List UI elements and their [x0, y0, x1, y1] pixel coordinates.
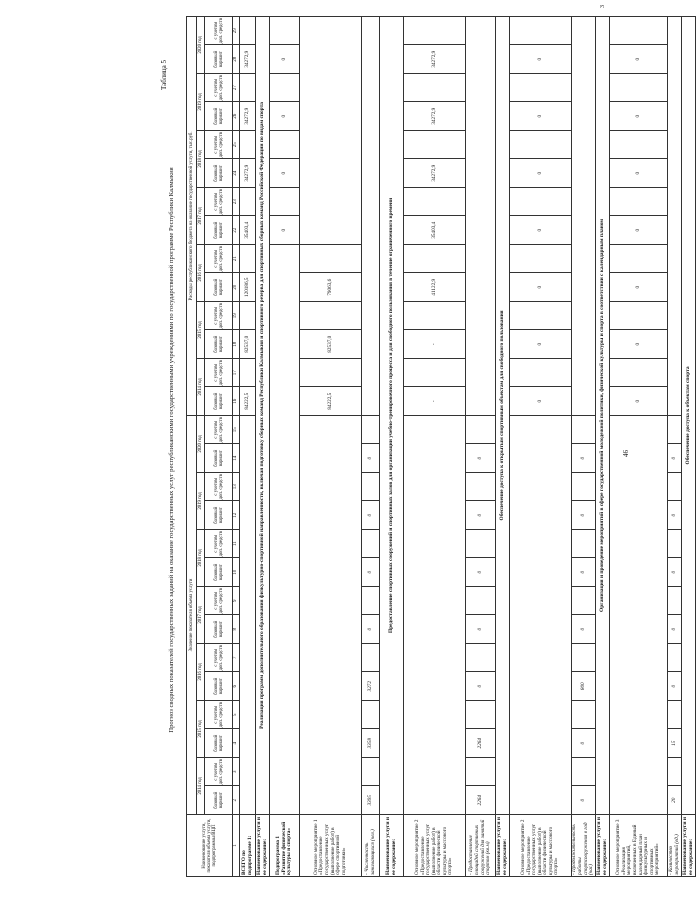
page-number: 46	[622, 450, 630, 457]
cell-value: 0	[510, 159, 572, 188]
column-number: 13	[233, 473, 240, 502]
header-indicator-group: Значение показателя объема услуги	[187, 415, 197, 814]
cell-value: 41122,9	[404, 273, 466, 302]
subprogram-label: Подпрограмма 1 «Развитие физической культуры и спорта»	[270, 815, 300, 877]
cell-value: 0	[466, 501, 496, 530]
cell-value: 0	[668, 444, 682, 473]
cell-value: 20	[668, 786, 682, 815]
header-base-variant: базовый вариант	[205, 729, 233, 758]
total-label: ВСЕГО по подпрограмме 1:	[240, 815, 256, 877]
total-value: 120186,5	[240, 273, 256, 302]
cell-value: 0	[270, 159, 300, 188]
header-year-row	[197, 16, 205, 876]
cell-value: 0	[270, 216, 300, 245]
cell-value: 35403,4	[404, 216, 466, 245]
cell-value: 0	[466, 672, 496, 701]
table-row	[682, 16, 696, 876]
event-label: Основное мероприятие 2 «Предоставление государственных услуг (выполнение работ) в области физической культуры и массового спорта»	[510, 815, 572, 877]
table-row	[380, 16, 404, 876]
cell-value: 0	[362, 615, 380, 644]
service-label: Наименование услуги и ее содержание:	[380, 815, 404, 877]
column-number: 4	[233, 729, 240, 758]
header-extra-funds: с учетом доп. средств	[205, 244, 233, 273]
header-name-column: Наименование услуги, показателя объема услуги, подпрограммы/ВЦП	[187, 815, 233, 877]
header-extra-funds: с учетом доп. средств	[205, 758, 233, 787]
cell-value: 0	[572, 786, 596, 815]
header-year: 2014 год	[197, 758, 205, 815]
cell-value: 0	[510, 387, 572, 416]
header-year: 2016 год	[197, 644, 205, 701]
cell-value: 15	[668, 729, 682, 758]
header-year: 2017 год	[197, 587, 205, 644]
cell-value: 0	[362, 444, 380, 473]
header-year: 2015 год	[197, 701, 205, 758]
header-base-variant: базовый вариант	[205, 672, 233, 701]
table-row	[496, 16, 510, 876]
service-label: Наименование услуги и ее содержание:	[256, 815, 270, 877]
header-expense-group: Расходы республиканского бюджета на оказание государственной услуги, тыс.руб.	[187, 16, 197, 415]
header-extra-funds: с учетом доп. средств	[205, 187, 233, 216]
column-number: 21	[233, 244, 240, 273]
header-extra-funds: с учетом доп. средств	[205, 644, 233, 673]
service-label: Наименование услуги и ее содержание:	[682, 815, 696, 877]
header-extra-funds: с учетом доп. средств	[205, 73, 233, 102]
total-value: 84222,5	[240, 387, 256, 416]
table-row	[596, 16, 610, 876]
indicator-label: - Продолжительность работы спортсооружения в год (час)	[572, 815, 596, 877]
column-number: 18	[233, 330, 240, 359]
header-year: 2019 год	[197, 473, 205, 530]
header-base-variant: базовый вариант	[205, 273, 233, 302]
table-row	[300, 16, 362, 876]
cell-value: 0	[610, 273, 668, 302]
column-number: 19	[233, 301, 240, 330]
column-number: 24	[233, 159, 240, 188]
cell-value: 0	[362, 558, 380, 587]
total-value: 34272,9	[240, 159, 256, 188]
column-number: 10	[233, 558, 240, 587]
column-number: 9	[233, 587, 240, 616]
total-value: 82537,0	[240, 330, 256, 359]
cell-value: 800	[572, 672, 596, 701]
header-base-variant: базовый вариант	[205, 444, 233, 473]
table-row	[256, 16, 270, 876]
table-row	[362, 16, 380, 876]
cell-value: 79063,6	[300, 273, 362, 302]
header-year: 2018 год	[197, 130, 205, 187]
cell-value: 2264	[466, 729, 496, 758]
cell-value: -	[404, 330, 466, 359]
header-base-variant: базовый вариант	[205, 330, 233, 359]
cell-value: 0	[668, 558, 682, 587]
column-number: 2	[233, 786, 240, 815]
cell-value: 0	[572, 444, 596, 473]
cell-value: 0	[572, 729, 596, 758]
table-row	[610, 16, 668, 876]
column-number: 1	[233, 815, 240, 877]
header-year: 2014 год	[197, 358, 205, 415]
cell-value: 34272,9	[404, 45, 466, 74]
column-number: 28	[233, 45, 240, 74]
column-number: 5	[233, 701, 240, 730]
cell-value: 3395	[362, 786, 380, 815]
cell-value: 0	[362, 501, 380, 530]
header-extra-funds: с учетом доп. средств	[205, 587, 233, 616]
header-extra-funds: с учетом доп. средств	[205, 473, 233, 502]
table-row	[466, 16, 496, 876]
column-number: 15	[233, 415, 240, 444]
service-label: Наименование услуги и ее содержание:	[596, 815, 610, 877]
total-value: 34272,9	[240, 45, 256, 74]
cell-value: 0	[668, 501, 682, 530]
table-row	[510, 16, 572, 876]
service-label: Наименование услуги и ее содержание:	[496, 815, 510, 877]
top-mark: 3	[600, 5, 606, 8]
header-extra-funds: с учетом доп. средств	[205, 301, 233, 330]
table-number: Таблица 5	[160, 60, 168, 90]
header-year: 2017 год	[197, 187, 205, 244]
cell-value: 3272	[362, 672, 380, 701]
indicator-label: - Предоставление площадей спортивных сооружений для занятий спортом (кв.м)	[466, 815, 496, 877]
indicator-label: - Количество мероприятий (ед.)	[668, 815, 682, 877]
column-number: 8	[233, 615, 240, 644]
cell-value: 0	[270, 102, 300, 131]
header-base-variant: базовый вариант	[205, 45, 233, 74]
column-number: 17	[233, 358, 240, 387]
event-label: Основное мероприятие 1 «Предоставление государственных услуг (выполнение работ) в сфере спортивной подготовки»	[300, 815, 362, 877]
data-table	[186, 16, 696, 877]
cell-value: 0	[610, 387, 668, 416]
column-number: 12	[233, 501, 240, 530]
cell-value: 0	[510, 45, 572, 74]
header-base-variant: базовый вариант	[205, 786, 233, 815]
cell-value: 34272,9	[404, 159, 466, 188]
column-number: 27	[233, 73, 240, 102]
header-base-variant: базовый вариант	[205, 501, 233, 530]
column-number: 11	[233, 530, 240, 559]
cell-value: 0	[572, 558, 596, 587]
event-label: Основное мероприятие 3 «Реализация мероприятий, включенных в Единый календарный план физкультурных и спортивных мероприятий»	[610, 815, 668, 877]
header-year: 2020 год	[197, 415, 205, 472]
column-number: 22	[233, 216, 240, 245]
header-year: 2016 год	[197, 244, 205, 301]
column-number: 20	[233, 273, 240, 302]
cell-value: 0	[510, 102, 572, 131]
total-value: 35403,4	[240, 216, 256, 245]
indicator-label: - Численность занимающихся (чел.)	[362, 815, 380, 877]
cell-value: -	[404, 387, 466, 416]
column-number: 16	[233, 387, 240, 416]
column-number: 23	[233, 187, 240, 216]
page-title: Прогноз сводных показателей государственных заданий на оказание государственных услуг республиканскими государственными учреждениями по государственной программе Республики Калмыкия	[168, 167, 175, 733]
service-description: Обеспечение доступа к открытым спортивным объектам для свободного пользования	[496, 16, 510, 814]
cell-value: 0	[668, 615, 682, 644]
header-base-variant: базовый вариант	[205, 159, 233, 188]
table-row	[668, 16, 682, 876]
service-description: Предоставление спортивных сооружений и спортивных залов для организации учебно-тренировочного процесса и для свободного пользования в течение ограниченного времени	[380, 16, 404, 814]
column-numbers-row	[233, 16, 240, 876]
header-base-variant: базовый вариант	[205, 615, 233, 644]
cell-value: 3358	[362, 729, 380, 758]
header-base-variant: базовый вариант	[205, 558, 233, 587]
header-base-variant: базовый вариант	[205, 216, 233, 245]
header-subheader-row	[205, 16, 233, 876]
header-extra-funds: с учетом доп. средств	[205, 358, 233, 387]
cell-value: 82537,0	[300, 330, 362, 359]
service-description: Организация и проведение мероприятий в сфере государственной молодежной политики, физической культуры и спорта в соответствии с календарным планом	[596, 16, 610, 814]
column-number: 3	[233, 758, 240, 787]
table-row	[240, 16, 256, 876]
header-year: 2015 год	[197, 301, 205, 358]
table-row	[404, 16, 466, 876]
header-year: 2019 год	[197, 73, 205, 130]
column-number: 26	[233, 102, 240, 131]
total-value: 34272,9	[240, 102, 256, 131]
table-row	[572, 16, 596, 876]
cell-value: 0	[610, 45, 668, 74]
column-number: 14	[233, 444, 240, 473]
cell-value: 0	[510, 216, 572, 245]
service-description: Обеспечение доступа к объектам спорта	[682, 16, 696, 814]
header-extra-funds: с учетом доп. средств	[205, 130, 233, 159]
event-label: Основное мероприятие 2 «Предоставление государственных услуг (выполнение работ) в области физической культуры и массового спорта»	[404, 815, 466, 877]
cell-value: 0	[466, 444, 496, 473]
header-year: 2020 год	[197, 16, 205, 73]
column-number: 29	[233, 16, 240, 45]
column-number: 7	[233, 644, 240, 673]
header-extra-funds: с учетом доп. средств	[205, 701, 233, 730]
cell-value: 0	[510, 273, 572, 302]
cell-value: 0	[610, 102, 668, 131]
header-extra-funds: с учетом доп. средств	[205, 16, 233, 45]
cell-value: 0	[668, 672, 682, 701]
service-description: Реализация программ дополнительного образования физкультурно-спортивной направленности, включая подготовку сборных команд Республики Калмыкия и спортивного резерва для спортивных сборных команд Российской Федерации по видам спорта	[256, 16, 270, 814]
cell-value: 0	[572, 615, 596, 644]
header-extra-funds: с учетом доп. средств	[205, 415, 233, 444]
header-year: 2018 год	[197, 530, 205, 587]
cell-value: 0	[572, 501, 596, 530]
column-number: 25	[233, 130, 240, 159]
cell-value: 0	[466, 615, 496, 644]
cell-value: 0	[610, 216, 668, 245]
cell-value: 0	[610, 159, 668, 188]
cell-value: 0	[270, 45, 300, 74]
cell-value: 2264	[466, 786, 496, 815]
cell-value: 84222,5	[300, 387, 362, 416]
column-number: 6	[233, 672, 240, 701]
cell-value: 0	[510, 330, 572, 359]
cell-value: 0	[466, 558, 496, 587]
cell-value: 0	[610, 330, 668, 359]
table-row	[270, 16, 300, 876]
header-base-variant: базовый вариант	[205, 387, 233, 416]
header-extra-funds: с учетом доп. средств	[205, 530, 233, 559]
cell-value: 34272,9	[404, 102, 466, 131]
header-base-variant: базовый вариант	[205, 102, 233, 131]
